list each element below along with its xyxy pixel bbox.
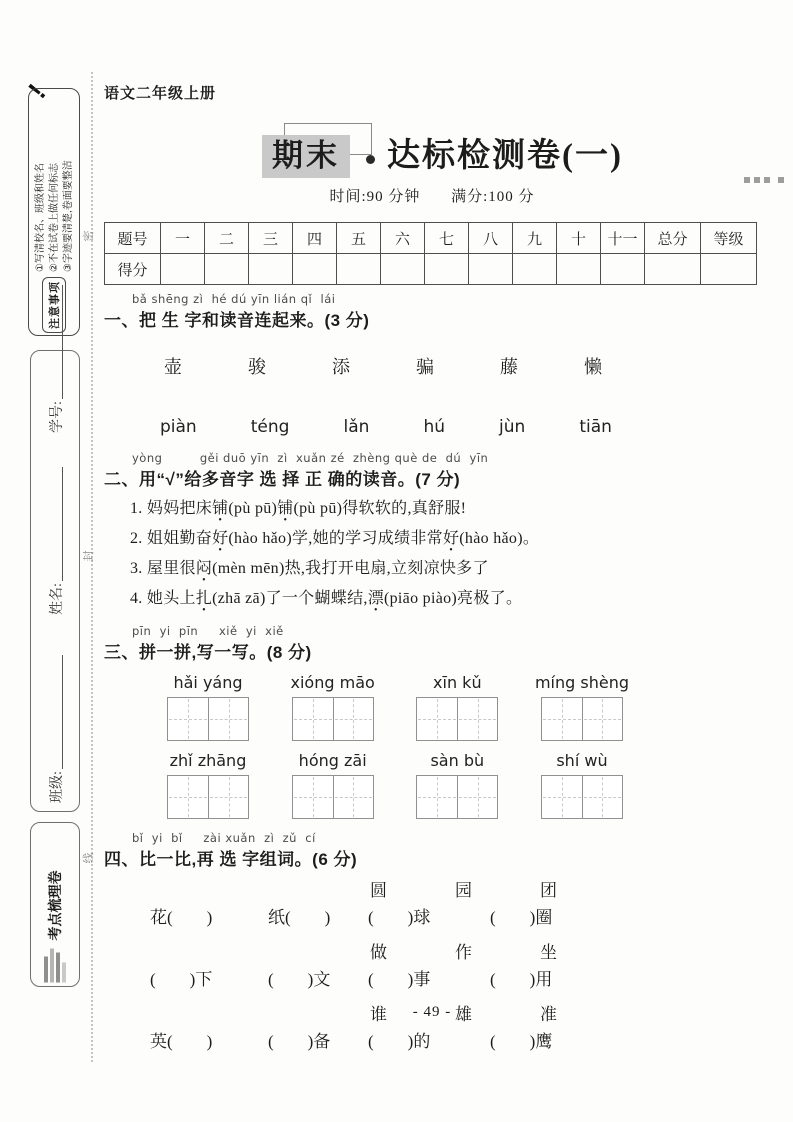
q2-text-segment: 1. 妈妈把床 xyxy=(130,500,213,517)
brand-logo-icon xyxy=(44,948,66,982)
book-label: 语文二年级上册 xyxy=(104,85,217,102)
q3-row xyxy=(152,751,638,819)
exclamation-icon: ! xyxy=(22,78,52,104)
main-content xyxy=(104,82,760,1056)
score-table-header-cell: 九 xyxy=(513,223,557,254)
writing-grid xyxy=(416,697,498,741)
score-table-header-cell: 总分 xyxy=(645,223,701,254)
score-cell-empty xyxy=(161,254,205,285)
time-limit: 时间:90 分钟 xyxy=(329,189,421,205)
seal-dashed-line xyxy=(91,72,93,1062)
score-row-label: 得分 xyxy=(105,254,161,285)
q4-option-row xyxy=(370,940,760,966)
writing-grid xyxy=(292,697,374,741)
q4-blank-item: 英( ) xyxy=(150,1032,213,1051)
q4-blank-row xyxy=(150,1028,760,1056)
score-table-score-row xyxy=(105,254,757,285)
q1-characters-row xyxy=(164,353,602,379)
writing-grid-cell xyxy=(457,698,497,740)
q2-polyphonic-char: 好 xyxy=(212,530,229,547)
writing-grid-cell xyxy=(293,698,333,740)
q3-word-pinyin: míng shèng xyxy=(534,673,629,692)
q1-character: 骗 xyxy=(416,357,434,377)
q2-sentence xyxy=(130,554,760,584)
q4-option-char: 做 xyxy=(370,943,387,962)
q1-character: 添 xyxy=(332,357,350,377)
q3-title: 三、拼一拼,写一写。(8 分) xyxy=(104,643,312,662)
q1-readings-row xyxy=(160,417,612,437)
score-cell-empty xyxy=(337,254,381,285)
q3-word-pinyin: sàn bù xyxy=(430,751,485,770)
q3-word-pinyin: hóng zāi xyxy=(298,751,367,770)
q4-option-row xyxy=(370,878,760,904)
writing-grid-cell xyxy=(417,698,457,740)
q2-polyphonic-char: 铺 xyxy=(277,500,294,517)
score-cell-empty xyxy=(601,254,645,285)
score-cell-empty xyxy=(701,254,757,285)
score-table-header-cell: 六 xyxy=(381,223,425,254)
writing-grid-cell xyxy=(582,776,622,818)
writing-grid-cell xyxy=(457,776,497,818)
class-field xyxy=(46,653,66,803)
score-cell-empty xyxy=(513,254,557,285)
q3-section xyxy=(104,624,760,819)
q1-reading: lǎn xyxy=(343,417,370,437)
q4-section xyxy=(104,831,760,1056)
seal-char: 线 xyxy=(83,852,95,864)
q4-blank-row xyxy=(150,966,760,994)
q2-section xyxy=(104,451,760,614)
q4-option-char: 园 xyxy=(455,881,472,900)
q3-pinyin: pīn yi pīn xiě yi xiě xyxy=(132,624,284,638)
q1-reading: hú xyxy=(423,417,445,437)
q4-pinyin: bǐ yi bǐ zài xuǎn zì zǔ cí xyxy=(132,831,316,845)
q4-blank-item: ( )备 xyxy=(268,1032,331,1051)
q3-word-pinyin: zhǐ zhāng xyxy=(169,751,247,770)
q4-blank-row xyxy=(150,904,760,932)
student-id-label: 学号: xyxy=(50,401,65,433)
q4-blank-item: ( )文 xyxy=(268,970,331,989)
writing-grid-cell xyxy=(168,776,208,818)
q1-pinyin: bǎ shēng zì hé dú yīn lián qǐ lái xyxy=(132,292,336,306)
q2-sentence xyxy=(130,584,760,614)
score-table-header-cell: 等级 xyxy=(701,223,757,254)
score-table-header-cell: 三 xyxy=(249,223,293,254)
q2-polyphonic-char: 扎 xyxy=(195,590,213,607)
writing-grid xyxy=(167,775,249,819)
q4-blank-item: ( )球 xyxy=(368,908,431,927)
q1-character: 懒 xyxy=(584,357,602,377)
writing-grid-cell xyxy=(333,698,373,740)
score-cell-empty xyxy=(249,254,293,285)
title-deco-squares xyxy=(744,177,784,183)
q2-polyphonic-char: 漂 xyxy=(367,590,384,607)
q3-word-block xyxy=(277,751,389,819)
score-cell-empty xyxy=(645,254,701,285)
writing-grid xyxy=(292,775,374,819)
q1-character: 骏 xyxy=(248,357,266,377)
q4-blank-item: ( )下 xyxy=(150,970,213,989)
paper-title xyxy=(262,127,760,177)
student-name-label: 姓名: xyxy=(50,583,65,615)
score-cell-empty xyxy=(425,254,469,285)
notice-label: 注意事项 xyxy=(42,277,66,333)
q1-character: 壶 xyxy=(164,357,182,377)
score-cell-empty xyxy=(381,254,425,285)
q2-sentence xyxy=(130,524,760,554)
q3-word-pinyin: xióng māo xyxy=(290,673,375,692)
q2-text-segment: (hào hǎo)学,她的学习成绩非常 xyxy=(228,530,443,547)
writing-grid xyxy=(167,697,249,741)
q3-word-block xyxy=(526,751,638,819)
paper-meta xyxy=(104,185,760,206)
q3-word-block xyxy=(526,673,638,741)
q3-word-block xyxy=(152,751,264,819)
brand-content xyxy=(31,827,79,982)
q2-text-segment: (pù pū) xyxy=(228,500,278,517)
q3-word-block xyxy=(401,673,513,741)
q1-reading: téng xyxy=(250,417,290,437)
writing-grid xyxy=(416,775,498,819)
q2-text-segment: 3. 屋里很 xyxy=(130,560,196,577)
q4-option-char: 圆 xyxy=(370,881,387,900)
class-blank xyxy=(62,655,63,769)
title-text: 达标检测卷(一) xyxy=(387,137,623,174)
q4-blank-item: ( )圈 xyxy=(490,908,553,927)
q2-polyphonic-char: 闷 xyxy=(195,560,213,577)
q4-option-char: 准 xyxy=(540,1005,557,1024)
student-id-blank xyxy=(62,285,63,399)
q4-groups xyxy=(104,878,760,1056)
score-table-header-cell: 题号 xyxy=(105,223,161,254)
student-name-field xyxy=(46,465,66,615)
q1-reading: piàn xyxy=(160,417,197,437)
q2-polyphonic-char: 好 xyxy=(442,530,460,547)
writing-grid-cell xyxy=(208,776,248,818)
q2-text-segment: (zhā zā)了一个蝴蝶结, xyxy=(212,590,368,607)
page-number: - 49 - xyxy=(412,1004,452,1020)
q4-option-char: 作 xyxy=(455,943,472,962)
q4-option-char: 谁 xyxy=(370,1005,387,1024)
score-cell-empty xyxy=(205,254,249,285)
q2-text-segment: (pù pū)得软软的,真舒服! xyxy=(293,500,467,517)
score-table-header-cell: 四 xyxy=(293,223,337,254)
q2-text-segment: 2. 姐姐勤奋 xyxy=(130,530,213,547)
q1-character: 藤 xyxy=(500,357,518,377)
brand-label: 考点梳理卷 xyxy=(47,870,63,940)
writing-grid-cell xyxy=(542,698,582,740)
q2-polyphonic-char: 铺 xyxy=(212,500,229,517)
class-label: 班级: xyxy=(50,771,65,803)
student-id-field xyxy=(46,283,66,433)
notice-line: ①写清校名、班级和姓名 xyxy=(34,163,46,272)
q4-blank-item: ( )鹰 xyxy=(490,1032,553,1051)
score-cell-empty xyxy=(557,254,601,285)
q3-word-pinyin: shí wù xyxy=(556,751,608,770)
q4-blank-item: ( )事 xyxy=(368,970,431,989)
brand-box xyxy=(30,822,80,987)
q4-option-char: 雄 xyxy=(455,1005,472,1024)
q2-text-segment: 4. 她头上 xyxy=(130,590,196,607)
q4-option-char: 团 xyxy=(540,881,557,900)
q4-blank-item: 纸( ) xyxy=(268,908,331,927)
score-cell-empty xyxy=(293,254,337,285)
q3-word-block xyxy=(152,673,264,741)
score-table-header-cell: 二 xyxy=(205,223,249,254)
q2-text-segment: (hào hǎo)。 xyxy=(459,530,540,547)
q2-text-segment: (piāo piào)亮极了。 xyxy=(384,590,523,607)
q2-text-segment: (mèn mēn)热,我打开电扇,立刻凉快多了 xyxy=(212,560,489,577)
score-table-header-cell: 十一 xyxy=(601,223,645,254)
q3-word-pinyin: hǎi yáng xyxy=(173,673,243,692)
score-table xyxy=(104,222,757,285)
q3-grid-rows xyxy=(104,673,760,819)
q3-row xyxy=(152,673,638,741)
q1-reading: jùn xyxy=(499,417,526,437)
q4-blank-item: ( )的 xyxy=(368,1032,431,1051)
score-table-header-row xyxy=(105,223,757,254)
writing-grid-cell xyxy=(542,776,582,818)
q3-word-block xyxy=(401,751,513,819)
notice-line: ②不在试卷上做任何标志 xyxy=(48,163,60,272)
title-dot-icon xyxy=(366,155,375,164)
title-badge: 期末 xyxy=(262,135,350,178)
writing-grid-cell xyxy=(582,698,622,740)
score-cell-empty xyxy=(469,254,513,285)
full-score: 满分:100 分 xyxy=(451,189,535,205)
q2-pinyin: yòng gěi duō yīn zì xuǎn zé zhèng què de dú yīn xyxy=(132,451,489,465)
title-badge-wrap xyxy=(262,130,350,175)
q2-items xyxy=(130,494,760,614)
writing-grid xyxy=(541,775,623,819)
score-table-header-cell: 七 xyxy=(425,223,469,254)
notice-lines xyxy=(34,160,75,272)
seal-char: 封 xyxy=(83,550,95,562)
student-name-blank xyxy=(62,467,63,581)
q4-blank-item: 花( ) xyxy=(150,908,213,927)
writing-grid-cell xyxy=(293,776,333,818)
q2-sentence xyxy=(130,494,760,524)
q2-title: 二、用“√”给多音字 选 择 正 确的读音。(7 分) xyxy=(104,470,461,489)
writing-grid-cell xyxy=(208,698,248,740)
score-table-header-cell: 十 xyxy=(557,223,601,254)
score-table-header-cell: 一 xyxy=(161,223,205,254)
score-table-header-cell: 八 xyxy=(469,223,513,254)
q1-title: 一、把 生 字和读音连起来。(3 分) xyxy=(104,311,370,330)
writing-grid-cell xyxy=(417,776,457,818)
q1-reading: tiān xyxy=(579,417,612,437)
score-table-header-cell: 五 xyxy=(337,223,381,254)
writing-grid-cell xyxy=(168,698,208,740)
q4-title: 四、比一比,再 选 字组词。(6 分) xyxy=(104,850,358,869)
q3-word-block xyxy=(277,673,389,741)
q4-option-char: 坐 xyxy=(540,943,557,962)
writing-grid xyxy=(541,697,623,741)
q4-blank-item: ( )用 xyxy=(490,970,553,989)
notice-line: ③字迹要清楚,卷面要整洁 xyxy=(62,160,74,272)
q3-word-pinyin: xīn kǔ xyxy=(433,673,482,692)
seal-char: 密 xyxy=(83,230,95,242)
writing-grid-cell xyxy=(333,776,373,818)
